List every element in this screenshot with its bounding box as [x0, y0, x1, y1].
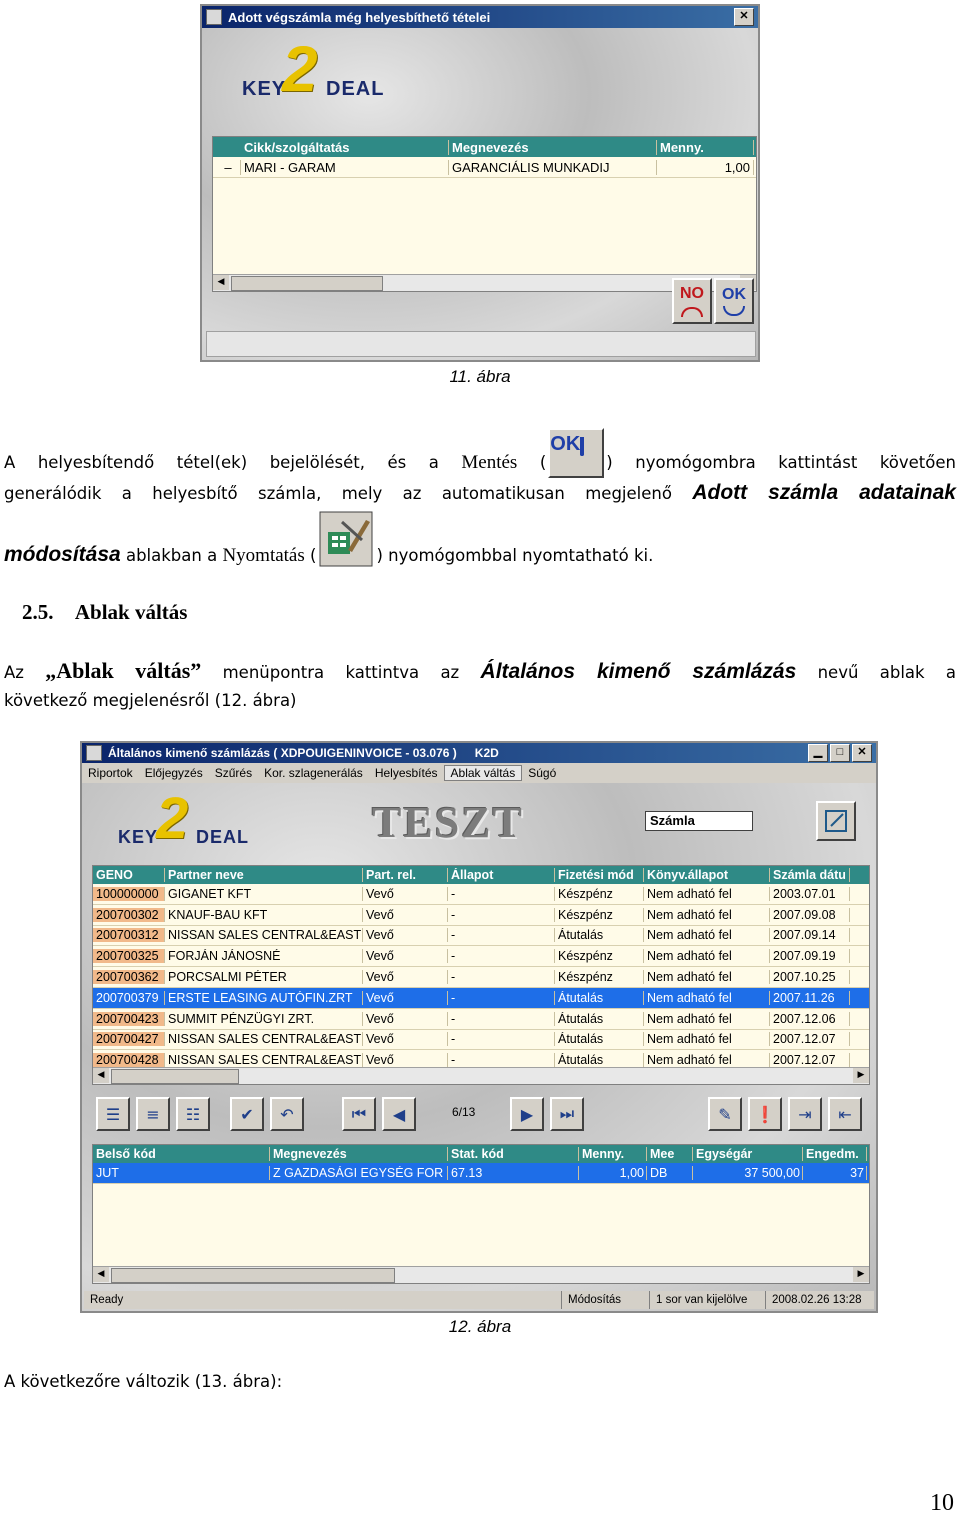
detail-table-row[interactable]	[93, 1163, 869, 1184]
cell-part-rel: Vevő	[363, 1012, 448, 1026]
scroll-left-icon[interactable]: ◀	[213, 275, 229, 290]
horizontal-scrollbar[interactable]	[93, 1067, 869, 1084]
paragraph-3: A következőre változik (13. ábra):	[4, 1372, 283, 1391]
edit-button[interactable]	[816, 801, 856, 841]
scroll-right-icon[interactable]: ▶	[853, 1068, 869, 1083]
key2deal-logo: KEY 2 DEAL	[118, 786, 249, 851]
window-body	[202, 28, 758, 360]
szamlak-grid	[92, 865, 870, 1085]
scroll-thumb[interactable]	[111, 1069, 239, 1084]
cell-fizetesi-mod: Átutalás	[555, 1053, 644, 1067]
cell-part-rel: Vevő	[363, 887, 448, 901]
table-row[interactable]	[93, 988, 869, 1009]
list-detail-icon[interactable]: ☰	[96, 1097, 130, 1131]
tetelek-detail-grid	[92, 1144, 870, 1284]
grid-header	[213, 137, 756, 157]
column-header-egysegar[interactable]: Egységár	[693, 1147, 803, 1161]
cell-szamla-datum: 2007.11.26	[770, 991, 850, 1005]
ok-icon: OK	[548, 428, 604, 478]
smile-icon	[723, 306, 745, 316]
menu-helyesbites[interactable]: Helyesbítés	[374, 766, 438, 780]
cell-geno: 200700427	[93, 1032, 165, 1046]
cell-partner: FORJÁN JÁNOSNÉ	[165, 949, 363, 963]
menu-szures[interactable]: Szűrés	[214, 766, 253, 780]
previous-record-icon[interactable]: ◀	[382, 1097, 416, 1131]
cell-fizetesi-mod: Készpénz	[555, 908, 644, 922]
paragraph-line-1: A helyesbítendő tétel(ek) bejelölését, és a Mentés (OK) nyomógombra kattintást követően	[4, 448, 956, 478]
table-row[interactable]	[93, 946, 869, 967]
menu-ablak-valtas[interactable]: Ablak váltás	[444, 765, 523, 781]
column-header-geno[interactable]: GENO	[93, 868, 165, 882]
cell-partner: GIGANET KFT	[165, 887, 363, 901]
window-title: Adott végszámla még helyesbíthető tételei	[228, 9, 491, 25]
cell-megnevezes: Z GAZDASÁGI EGYSÉG FOR	[270, 1166, 448, 1180]
window-helyesbitheto-tetelek	[200, 4, 760, 362]
paragraph-line-3: módosítása ablakban a Nyomtatás ( ) nyomógombbal nyomtatható ki.	[4, 540, 956, 570]
no-button[interactable]: NO	[672, 278, 712, 324]
cell-menny: 1,00	[579, 1166, 647, 1180]
menu-sugo[interactable]: Súgó	[528, 766, 557, 780]
mentes-word: Mentés	[461, 452, 518, 473]
cell-part-rel: Vevő	[363, 908, 448, 922]
column-header-cikk[interactable]: Cikk/szolgáltatás	[241, 140, 449, 155]
paragraph2-line-1: Az „Ablak váltás” menüpontra kattintva az Általános kimenő számlázás nevű ablak a	[4, 658, 956, 683]
cell-partner: KNAUF-BAU KFT	[165, 908, 363, 922]
cell-cikk: MARI - GARAM	[241, 160, 449, 175]
cell-allapot: -	[448, 1032, 555, 1046]
cell-engedm: 37	[803, 1166, 867, 1180]
scroll-right-icon[interactable]: ▶	[853, 1267, 869, 1282]
alert-icon[interactable]: ❗	[748, 1097, 782, 1131]
cell-partner: NISSAN SALES CENTRAL&EAST	[165, 928, 363, 942]
cell-fizetesi-mod: Átutalás	[555, 1032, 644, 1046]
column-header-part-rel[interactable]: Part. rel.	[363, 868, 448, 882]
table-row[interactable]	[93, 1009, 869, 1030]
cell-part-rel: Vevő	[363, 1053, 448, 1067]
cell-partner: SUMMIT PÉNZÜGYI ZRT.	[165, 1012, 363, 1026]
column-header-konyv-allapot[interactable]: Könyv.állapot	[644, 868, 770, 882]
cell-belso-kod: JUT	[93, 1166, 270, 1180]
section-number: 2.5.	[22, 600, 54, 624]
cell-allapot: -	[448, 970, 555, 984]
column-header-belso-kod[interactable]: Belső kód	[93, 1147, 270, 1161]
ok-button[interactable]: OK	[714, 278, 754, 324]
cell-konyv-allapot: Nem adható fel	[644, 1032, 770, 1046]
list-edit-icon[interactable]: ☷	[176, 1097, 210, 1131]
cell-fizetesi-mod: Készpénz	[555, 949, 644, 963]
status-bar	[84, 1291, 874, 1309]
paragraph2-line-2: következő megjelenésről (12. ábra)	[4, 691, 297, 710]
table-row[interactable]	[93, 905, 869, 926]
paragraph-line-2: generálódik a helyesbítő számla, mely az automatikusan megjelenő Adott számla adatainak	[4, 481, 956, 504]
scroll-left-icon[interactable]: ◀	[93, 1068, 109, 1083]
cell-konyv-allapot: Nem adható fel	[644, 970, 770, 984]
navigation-toolbar	[92, 1085, 868, 1141]
column-header-allapot[interactable]: Állapot	[448, 868, 555, 882]
cell-part-rel: Vevő	[363, 949, 448, 963]
grid-body	[93, 884, 869, 1071]
cell-konyv-allapot: Nem adható fel	[644, 1012, 770, 1026]
window-titlebar	[82, 743, 876, 763]
window-titlebar	[202, 6, 758, 28]
grid-header	[93, 866, 869, 884]
detail-horizontal-scrollbar[interactable]	[93, 1266, 869, 1283]
cell-partner: NISSAN SALES CENTRAL&EAST	[165, 1053, 363, 1067]
cell-mee: DB	[647, 1166, 693, 1180]
column-header-szamla-datum[interactable]: Számla dátu	[770, 868, 850, 882]
window-title-right: K2D	[474, 746, 499, 760]
cell-szamla-datum: 2007.12.07	[770, 1053, 850, 1067]
table-row[interactable]	[213, 157, 756, 178]
tools-icon[interactable]: ✎	[708, 1097, 742, 1131]
teszt-label: TESZT	[372, 798, 524, 847]
section-heading	[22, 600, 187, 625]
column-header-megnevezes[interactable]: Megnevezés	[449, 140, 657, 155]
last-record-icon[interactable]: ⏭	[550, 1097, 584, 1131]
table-row[interactable]	[93, 926, 869, 947]
status-datetime: 2008.02.26 13:28	[772, 1294, 862, 1306]
tetelek-grid	[212, 136, 757, 292]
cell-part-rel: Vevő	[363, 970, 448, 984]
edit-icon	[823, 808, 849, 834]
cell-fizetesi-mod: Átutalás	[555, 991, 644, 1005]
cell-menny: 1,00	[657, 160, 754, 175]
cell-stat-kod: 67.13	[448, 1166, 579, 1180]
section-title: Ablak váltás	[74, 600, 188, 624]
page-number: 10	[930, 1490, 954, 1516]
undo-icon[interactable]: ↶	[270, 1097, 304, 1131]
menu-elojegyzes[interactable]: Előjegyzés	[144, 766, 203, 780]
close-button[interactable]: ✕	[852, 744, 872, 762]
nyomtatas-word: Nyomtatás	[222, 545, 305, 566]
cell-allapot: -	[448, 949, 555, 963]
cell-geno: 200700379	[93, 991, 165, 1005]
cell-partner: ERSTE LEASING AUTÓFIN.ZRT	[165, 991, 363, 1005]
cell-konyv-allapot: Nem adható fel	[644, 928, 770, 942]
figure-caption-11: 11. ábra	[449, 367, 511, 386]
cell-geno: 200700362	[93, 970, 165, 984]
cell-szamla-datum: 2007.12.07	[770, 1032, 850, 1046]
column-header-mee[interactable]: Mee	[647, 1147, 693, 1161]
print-icon	[318, 510, 374, 568]
import-icon[interactable]: ⇤	[828, 1097, 862, 1131]
cell-konyv-allapot: Nem adható fel	[644, 1053, 770, 1067]
first-record-icon[interactable]: ⏮	[342, 1097, 376, 1131]
cell-szamla-datum: 2007.09.14	[770, 928, 850, 942]
cell-konyv-allapot: Nem adható fel	[644, 991, 770, 1005]
detail-grid-header	[93, 1145, 869, 1163]
cell-part-rel: Vevő	[363, 1032, 448, 1046]
scroll-thumb[interactable]	[231, 276, 383, 291]
app-icon	[86, 745, 102, 761]
status-ready: Ready	[84, 1291, 562, 1309]
emph-adott-szamla: Adott számla adatainak	[692, 481, 956, 504]
cell-fizetesi-mod: Átutalás	[555, 928, 644, 942]
app-icon	[206, 9, 222, 25]
column-header-menny[interactable]: Menny.	[657, 140, 754, 155]
status-mode: Módosítás	[562, 1291, 650, 1309]
cell-geno: 200700302	[93, 908, 165, 922]
cell-egysegar: 37 500,00	[693, 1166, 803, 1180]
table-row[interactable]	[93, 884, 869, 905]
szamla-field[interactable]: Számla	[645, 811, 753, 831]
menu-bar	[82, 763, 876, 783]
row-marker: –	[213, 160, 241, 175]
window-controls	[808, 744, 872, 762]
menu-kor-szlageneralas[interactable]: Kor. szlagenerálás	[264, 766, 363, 780]
status-selection: 1 sor van kijelölve	[650, 1291, 766, 1309]
menu-riportok[interactable]: Riportok	[88, 766, 133, 780]
table-row[interactable]	[93, 967, 869, 988]
cell-geno: 100000000	[93, 887, 165, 901]
export-icon[interactable]: ⇥	[788, 1097, 822, 1131]
column-header-stat-kod[interactable]: Stat. kód	[448, 1147, 579, 1161]
cell-megnevezes: GARANCIÁLIS MUNKADIJ	[449, 160, 657, 175]
cell-szamla-datum: 2007.10.25	[770, 970, 850, 984]
next-record-icon[interactable]: ▶	[510, 1097, 544, 1131]
cell-geno: 200700428	[93, 1053, 165, 1067]
record-position: 6/13	[452, 1105, 476, 1119]
close-button[interactable]: ✕	[734, 8, 754, 26]
cell-allapot: -	[448, 928, 555, 942]
cell-allapot: -	[448, 887, 555, 901]
cell-szamla-datum: 2007.09.08	[770, 908, 850, 922]
scroll-thumb[interactable]	[111, 1268, 395, 1283]
cell-fizetesi-mod: Átutalás	[555, 1012, 644, 1026]
key2deal-logo: KEY 2 DEAL	[242, 33, 385, 105]
column-header-engedm[interactable]: Engedm.	[803, 1147, 867, 1161]
window-body	[82, 783, 876, 1311]
cell-konyv-allapot: Nem adható fel	[644, 949, 770, 963]
cell-geno: 200700312	[93, 928, 165, 942]
column-header-megnevezes[interactable]: Megnevezés	[270, 1147, 448, 1161]
window-altalanos-kimeno-szamlazas	[80, 741, 878, 1313]
minimize-button[interactable]: ▁	[808, 744, 828, 762]
figure-caption-12: 12. ábra	[448, 1317, 512, 1336]
cell-allapot: -	[448, 1053, 555, 1067]
cell-szamla-datum: 2003.07.01	[770, 887, 850, 901]
column-header-partner[interactable]: Partner neve	[165, 868, 363, 882]
cell-fizetesi-mod: Készpénz	[555, 970, 644, 984]
window-title: Általános kimenő számlázás ( XDPOUIGENINVOICE - 03.076 )	[108, 746, 457, 760]
scroll-left-icon[interactable]: ◀	[93, 1267, 109, 1282]
cell-part-rel: Vevő	[363, 991, 448, 1005]
status-bar	[206, 331, 756, 357]
cell-konyv-allapot: Nem adható fel	[644, 908, 770, 922]
confirm-icon[interactable]: ✔	[230, 1097, 264, 1131]
cell-szamla-datum: 2007.09.19	[770, 949, 850, 963]
cell-konyv-allapot: Nem adható fel	[644, 887, 770, 901]
cell-allapot: -	[448, 991, 555, 1005]
column-header-fizetesi-mod[interactable]: Fizetési mód	[555, 868, 644, 882]
cell-part-rel: Vevő	[363, 928, 448, 942]
cell-fizetesi-mod: Készpénz	[555, 887, 644, 901]
table-row[interactable]	[93, 1030, 869, 1051]
cell-partner: NISSAN SALES CENTRAL&EAST	[165, 1032, 363, 1046]
cell-geno: 200700423	[93, 1012, 165, 1026]
maximize-button[interactable]: □	[830, 744, 850, 762]
cell-szamla-datum: 2007.12.06	[770, 1012, 850, 1026]
list-icon[interactable]: ≡	[136, 1097, 170, 1131]
column-header-menny[interactable]: Menny.	[579, 1147, 647, 1161]
cell-partner: PORCSALMI PÉTER	[165, 970, 363, 984]
frown-icon	[681, 307, 703, 317]
cell-allapot: -	[448, 1012, 555, 1026]
cell-geno: 200700325	[93, 949, 165, 963]
cell-allapot: -	[448, 908, 555, 922]
